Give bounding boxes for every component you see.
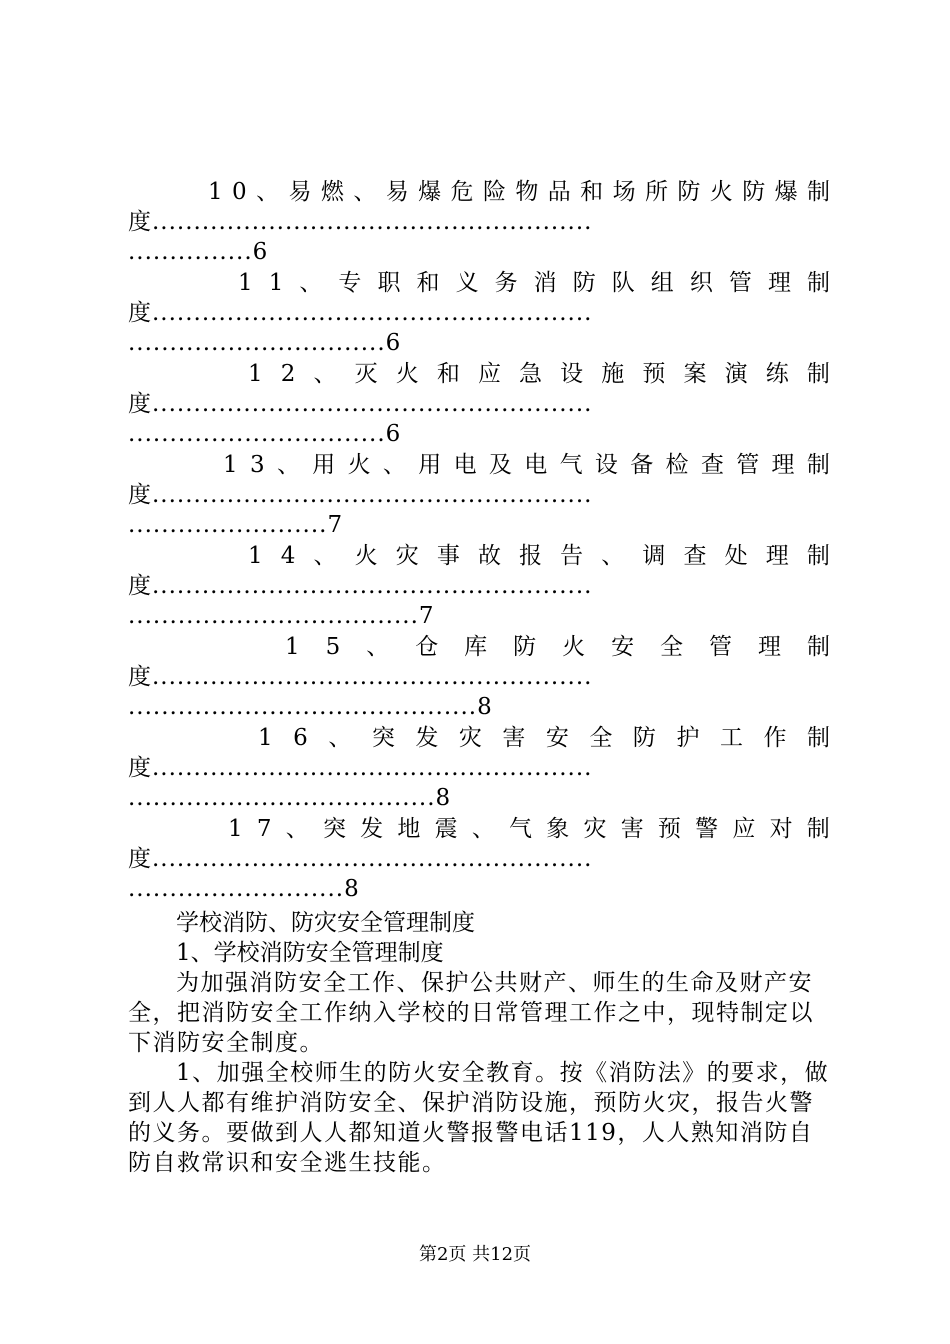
- toc-entry-page: ..........................................8: [128, 694, 493, 720]
- paragraph-1: 为加强消防安全工作、保护公共财产、师生的生命及财产安全，把消防安全工作纳入学校的日常管理工作之中，现特制定以下消防安全制度。: [128, 970, 814, 1056]
- toc-entry-leader: 度.....................................................: [128, 664, 593, 690]
- toc-entry-leader: 度.....................................................: [128, 573, 593, 599]
- toc-entry-page: ...................................7: [128, 603, 435, 629]
- toc-entry-page: ..........................8: [128, 876, 360, 902]
- toc-entry-leader: 度.....................................................: [128, 846, 593, 872]
- toc-entry-title: 1 0 、 易 燃 、 易 爆 危 险 物 品 和 场 所 防 火 防 爆 制: [208, 179, 830, 205]
- paragraph-2: 1、加强全校师生的防火安全教育。按《消防法》的要求，做到人人都有维护消防安全、保护消防设施，预防火灾，报告火警的义务。要做到人人都知道火警报警电话119，人人熟知消防自防自救常识和安全逃生技能。: [128, 1060, 830, 1176]
- toc-entry-title: 1 4 、 火 灾 事 故 报 告 、 调 查 处 理 制: [248, 543, 830, 569]
- toc-entry-title: 1 5 、 仓 库 防 火 安 全 管 理 制: [285, 634, 830, 660]
- page-footer: 第2页 共12页: [418, 1244, 532, 1265]
- toc-entry-leader: 度.....................................................: [128, 300, 593, 326]
- body-text: [128, 908, 830, 1178]
- section-subheading: 1、学校消防安全管理制度: [176, 940, 444, 966]
- toc-entry-title: 1 2 、 灭 火 和 应 急 设 施 预 案 演 练 制: [248, 361, 830, 387]
- toc-entry-leader: 度.....................................................: [128, 482, 593, 508]
- toc-entry-title: 1 1 、 专 职 和 义 务 消 防 队 组 织 管 理 制: [238, 270, 830, 296]
- toc-entry-leader: 度.....................................................: [128, 391, 593, 417]
- toc-entry-page: ...............................6: [128, 330, 402, 356]
- toc-entry-title: 1 7 、 突 发 地 震 、 气 象 灾 害 预 警 应 对 制: [228, 816, 830, 842]
- toc-entry-leader: 度.....................................................: [128, 209, 593, 235]
- toc-entry-title: 1 6 、 突 发 灾 害 安 全 防 护 工 作 制: [258, 725, 830, 751]
- toc-entry-title: 1 3 、 用 火 、 用 电 及 电 气 设 备 检 查 管 理 制: [223, 452, 830, 478]
- toc-entry-page: ...............................6: [128, 421, 402, 447]
- toc-entry-page: ........................7: [128, 512, 344, 538]
- section-heading: 学校消防、防灾安全管理制度: [176, 910, 475, 936]
- toc-entry-page: ...............6: [128, 239, 269, 265]
- toc-entry-leader: 度.....................................................: [128, 755, 593, 781]
- toc-entry-page: .....................................8: [128, 785, 452, 811]
